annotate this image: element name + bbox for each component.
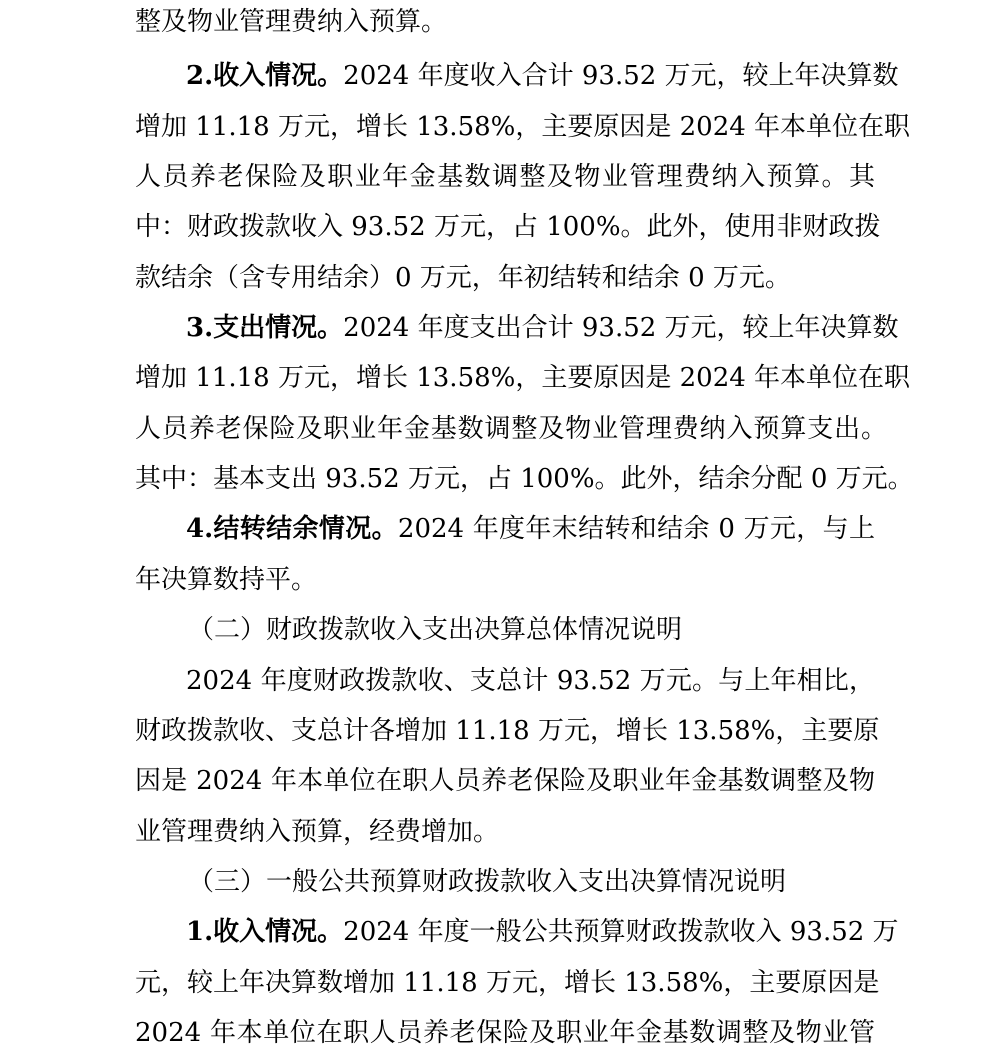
paragraph-gp-income-line: 1.收入情况。2024 年度一般公共预算财政拨款收入 93.52 万 (186, 917, 899, 947)
heading-carryover: 4.结转结余情况。 (186, 514, 398, 544)
heading-expense: 3.支出情况。 (186, 313, 344, 343)
paragraph-income-line: 2.收入情况。2024 年度收入合计 93.52 万元，较上年决算数 (186, 61, 899, 91)
text-line: 增加 11.18 万元，增长 13.58%，主要原因是 2024 年本单位在职 (135, 363, 911, 393)
text-line: 款结余（含专用结余）0 万元，年初结转和结余 0 万元。 (135, 263, 791, 293)
text-line: 因是 2024 年本单位在职人员养老保险及职业年金基数调整及物 (135, 766, 875, 796)
text-line: 增加 11.18 万元，增长 13.58%，主要原因是 2024 年本单位在职 (135, 112, 911, 142)
text-line: 业管理费纳入预算，经费增加。 (135, 817, 500, 847)
heading-gp-income: 1.收入情况。 (186, 917, 344, 947)
paragraph-expense-line: 3.支出情况。2024 年度支出合计 93.52 万元，较上年决算数 (186, 313, 899, 343)
text-line: 整及物业管理费纳入预算。 (135, 7, 448, 37)
text-line: 年决算数持平。 (135, 565, 318, 595)
text-line: 财政拨款收、支总计各增加 11.18 万元，增长 13.58%，主要原 (135, 716, 880, 746)
section-title-3: （三）一般公共预算财政拨款收入支出决算情况说明 (188, 867, 787, 897)
paragraph-carryover-line: 4.结转结余情况。2024 年度年末结转和结余 0 万元，与上 (186, 514, 875, 544)
section-title-2: （二）财政拨款收入支出决算总体情况说明 (188, 615, 683, 645)
text-line: 人员养老保险及职业年金基数调整及物业管理费纳入预算。其 (135, 162, 875, 192)
text-line: 其中：基本支出 93.52 万元，占 100%。此外，结余分配 0 万元。 (135, 464, 914, 494)
text-line: 中：财政拨款收入 93.52 万元，占 100%。此外，使用非财政拨 (135, 212, 881, 242)
text-line: 2024 年度财政拨款收、支总计 93.52 万元。与上年相比， (186, 666, 875, 696)
text-line: 2024 年本单位在职人员养老保险及职业年金基数调整及物业管 (135, 1018, 875, 1048)
heading-income: 2.收入情况。 (186, 61, 344, 91)
text-line: 人员养老保险及职业年金基数调整及物业管理费纳入预算支出。 (135, 414, 887, 444)
text-line: 元，较上年决算数增加 11.18 万元，增长 13.58%，主要原因是 (135, 968, 880, 998)
